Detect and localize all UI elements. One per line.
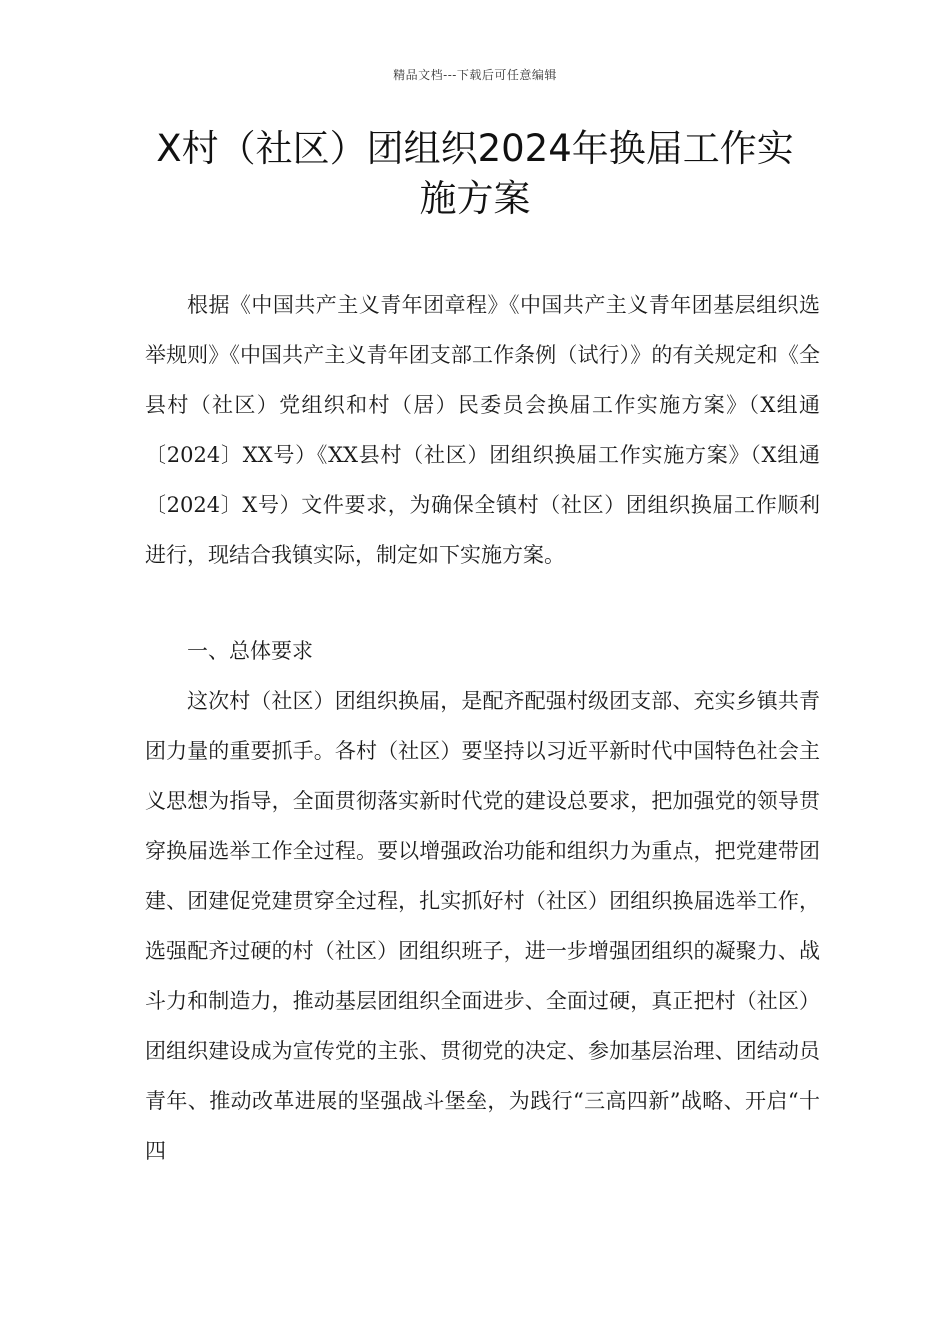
page-header-note: 精品文档---下载后可任意编辑 [393, 68, 557, 82]
document-body [145, 280, 820, 1176]
section-1-paragraph: 这次村（社区）团组织换届，是配齐配强村级团支部、充实乡镇共青团力量的重要抓手。各村（社区）要坚持以习近平新时代中国特色社会主义思想为指导，全面贯彻落实新时代党的建设总要求，把加强党的领导贯穿换届选举工作全过程。要以增强政治功能和组织力为重点，把党建带团建、团建促党建贯穿全过程，扎实抓好村（社区）团组织换届选举工作，选强配齐过硬的村（社区）团组织班子，进一步增强团组织的凝聚力、战斗力和制造力，推动基层团组织全面进步、全面过硬，真正把村（社区）团组织建设成为宣传党的主张、贯彻党的决定、参加基层治理、团结动员青年、推动改革进展的坚强战斗堡垒，为践行“三高四新”战略、开启“十四 [145, 689, 820, 1163]
document-title-line-1: X村（社区）团组织2024年换届工作实 [156, 127, 794, 170]
document-title-line-2: 施方案 [419, 177, 531, 220]
intro-paragraph: 根据《中国共产主义青年团章程》《中国共产主义青年团基层组织选举规则》《中国共产主义青年团支部工作条例（试行）》的有关规定和《全县村（社区）党组织和村（居）民委员会换届工作实施方案》（X组通〔2024〕XX号）《XX县村（社区）团组织换届工作实施方案》（X组通〔2024〕X号）文件要求，为确保全镇村（社区）团组织换届工作顺利进行，现结合我镇实际，制定如下实施方案。 [145, 293, 820, 567]
document-title [100, 124, 850, 224]
section-1-heading: 一、总体要求 [187, 639, 313, 663]
